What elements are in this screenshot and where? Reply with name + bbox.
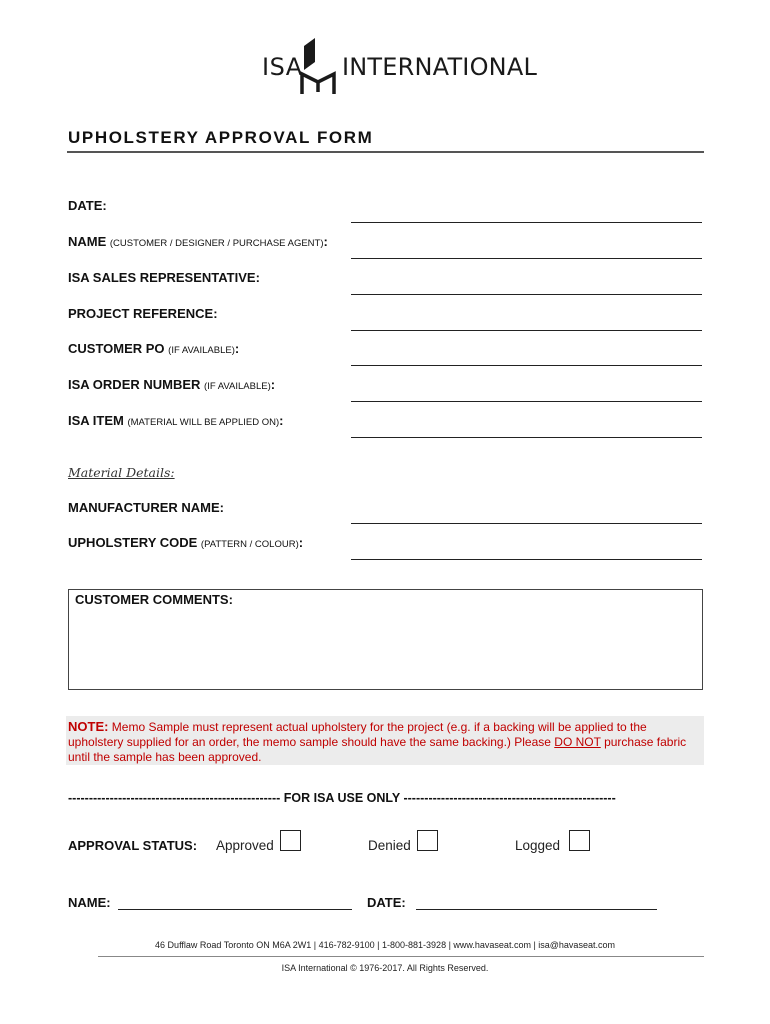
material-details-heading: Material Details: (68, 465, 175, 480)
chair-logo-icon (299, 36, 337, 96)
form-title: UPHOLSTERY APPROVAL FORM (68, 128, 374, 147)
logo-text-international: INTERNATIONAL (342, 53, 538, 81)
footer-contact-info: 46 Dufflaw Road Toronto ON M6A 2W1 | 416-782-9100 | 1-800-881-3928 | www.havaseat.com | isa@havaseat.com (155, 940, 615, 950)
field-label-isa-item: ISA ITEM (MATERIAL WILL BE APPLIED ON): (68, 413, 284, 428)
field-line-isa-order-number[interactable] (351, 401, 702, 402)
field-line-upholstery-code[interactable] (351, 559, 702, 560)
approval-date-label: DATE: (367, 895, 406, 910)
footer-divider (98, 956, 704, 957)
approval-status-label: APPROVAL STATUS: (68, 838, 198, 853)
field-line-customer-po[interactable] (351, 365, 702, 366)
field-label-project-reference: PROJECT REFERENCE: (68, 306, 218, 321)
denied-label: Denied (368, 838, 411, 853)
approver-name-label: NAME: (68, 895, 111, 910)
approved-checkbox[interactable] (280, 830, 301, 851)
logged-checkbox[interactable] (569, 830, 590, 851)
note-panel (66, 716, 704, 765)
denied-checkbox[interactable] (417, 830, 438, 851)
logged-label: Logged (515, 838, 561, 853)
company-logo (0, 36, 770, 96)
field-label-sales-rep: ISA SALES REPRESENTATIVE: (68, 270, 260, 285)
footer-copyright: ISA International © 1976-2017. All Rights Reserved. (281, 963, 489, 973)
do-not-emphasis: DO NOT (554, 735, 601, 749)
field-label-upholstery-code: UPHOLSTERY CODE (PATTERN / COLOUR): (68, 535, 304, 550)
title-divider (67, 151, 704, 153)
field-line-sales-rep[interactable] (351, 294, 702, 295)
note-text: NOTE: Memo Sample must represent actual upholstery for the project (e.g. if a backing will be applied to the upholstery supplied for an order, the memo sample should have the same backing.) Please DO NOT purchase fabric until the sample has been approved. (68, 719, 687, 764)
customer-comments-label: CUSTOMER COMMENTS: (75, 592, 233, 607)
approver-name-line[interactable] (118, 909, 352, 910)
note-heading: NOTE: (68, 719, 109, 734)
logo-text-isa: ISA (262, 53, 303, 81)
approval-date-line[interactable] (416, 909, 657, 910)
field-line-date[interactable] (351, 222, 702, 223)
field-line-name[interactable] (351, 258, 702, 259)
field-label-isa-order-number: ISA ORDER NUMBER (IF AVAILABLE): (68, 377, 276, 392)
field-line-isa-item[interactable] (351, 437, 702, 438)
approved-label: Approved (216, 838, 274, 853)
field-line-manufacturer-name[interactable] (351, 523, 702, 524)
field-label-name: NAME (CUSTOMER / DESIGNER / PURCHASE AGENT): (68, 234, 328, 249)
field-label-customer-po: CUSTOMER PO (IF AVAILABLE): (68, 341, 240, 356)
customer-comments-box[interactable] (68, 589, 703, 690)
isa-use-only-divider: --------------------------------------------------- FOR ISA USE ONLY --------------------------------------------------- (68, 791, 616, 805)
field-label-date: DATE: (68, 198, 107, 213)
field-label-manufacturer-name: MANUFACTURER NAME: (68, 500, 224, 515)
field-line-project-reference[interactable] (351, 330, 702, 331)
